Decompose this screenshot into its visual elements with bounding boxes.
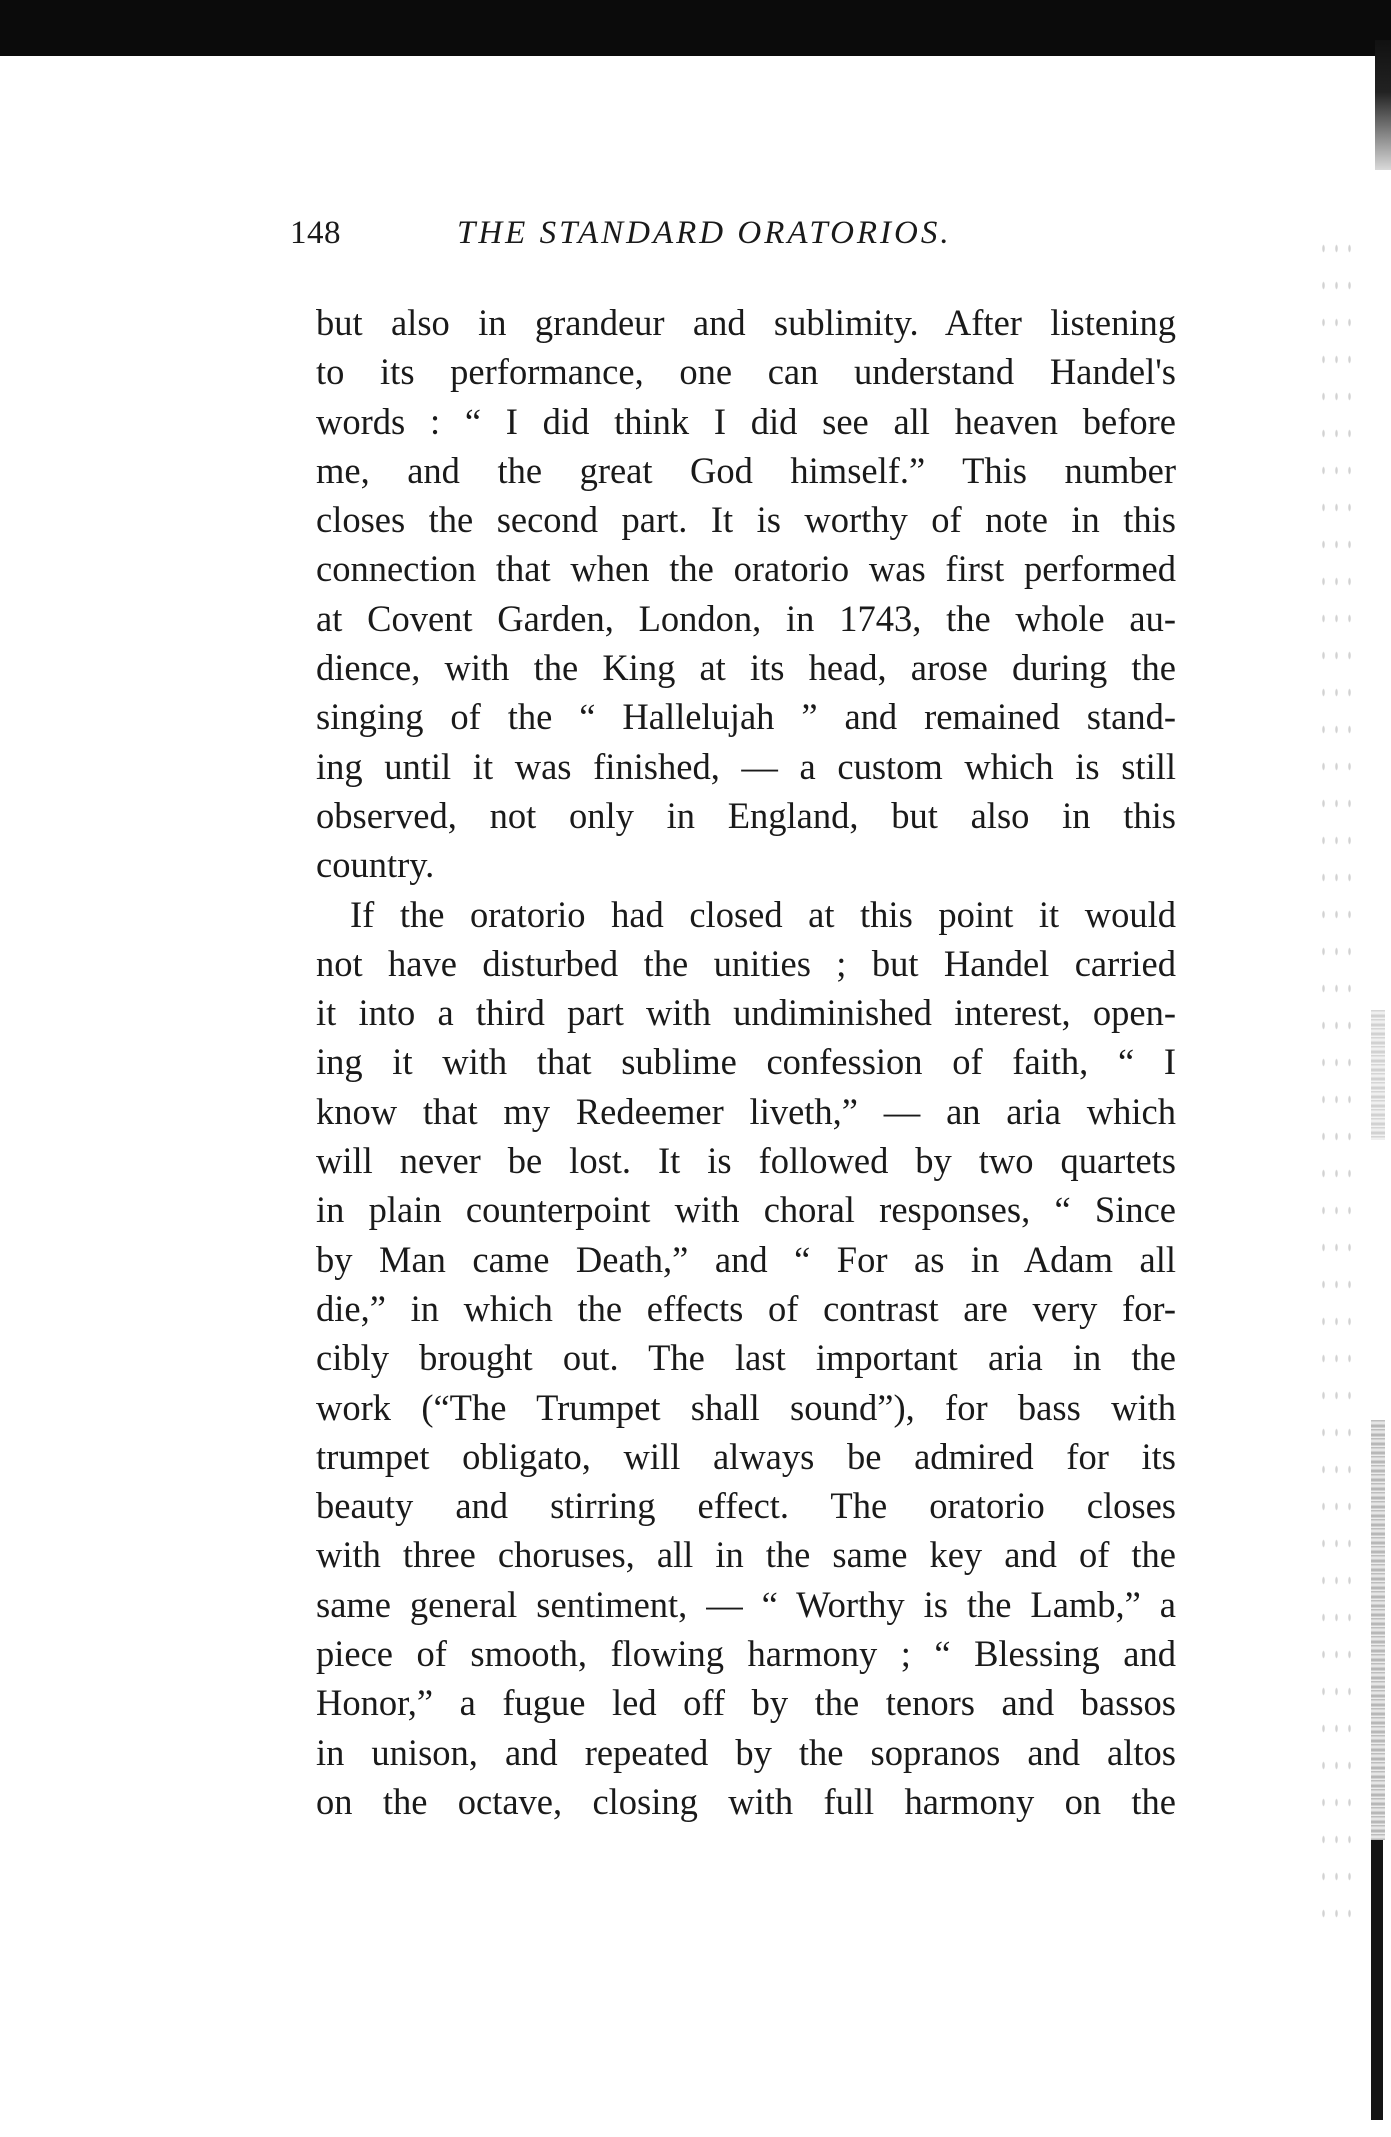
paragraph-end-line: country. [316, 844, 435, 886]
text-line: ing until it was finished, — a custom which is still [316, 745, 1176, 787]
text-line: piece of smooth, flowing harmony ; “ Blessing and [316, 1633, 1176, 1675]
text-line: know that my Redeemer liveth,” — an aria which [316, 1090, 1176, 1132]
running-head [290, 215, 1190, 265]
text-line: it into a third part with undiminished interest, open- [316, 992, 1176, 1034]
page-edge-shadow-lower [1371, 1420, 1385, 1840]
text-line: not have disturbed the unities ; but Handel carried [316, 942, 1176, 984]
text-line: at Covent Garden, London, in 1743, the whole au- [316, 597, 1176, 639]
page-edge-shadow-base [1371, 1840, 1383, 2120]
text-line: connection that when the oratorio was first performed [316, 548, 1176, 590]
text-line: to its performance, one can understand Handel's [316, 351, 1176, 393]
scan-top-border [0, 0, 1391, 56]
text-line: with three choruses, all in the same key and of the [316, 1534, 1176, 1576]
text-line: dience, with the King at its head, arose during the [316, 647, 1176, 689]
text-line: same general sentiment, — “ Worthy is the Lamb,” a [316, 1583, 1176, 1625]
text-line: by Man came Death,” and “ For as in Adam all [316, 1238, 1176, 1280]
text-line: singing of the “ Hallelujah ” and remained stand- [316, 696, 1176, 738]
text-line: in unison, and repeated by the sopranos and altos [316, 1731, 1176, 1773]
body-text [316, 298, 1176, 1826]
text-line: die,” in which the effects of contrast are very for- [316, 1287, 1176, 1329]
text-line: beauty and stirring effect. The oratorio closes [316, 1485, 1176, 1527]
scan-corner-shadow [1375, 40, 1391, 170]
text-line: will never be lost. It is followed by two quartets [316, 1140, 1176, 1182]
text-line: cibly brought out. The last important aria in the [316, 1337, 1176, 1379]
text-line: but also in grandeur and sublimity. After listening [316, 302, 1176, 343]
text-line: closes the second part. It is worthy of note in this [316, 499, 1176, 541]
page-number: 148 [290, 215, 341, 251]
running-title: THE STANDARD ORATORIOS. [457, 215, 952, 251]
scan-speckle-margin [1317, 230, 1357, 1930]
text-line: me, and the great God himself.” This number [316, 449, 1176, 491]
text-line: in plain counterpoint with choral responses, “ Since [316, 1189, 1176, 1231]
text-line: on the octave, closing with full harmony on the [316, 1780, 1176, 1822]
text-line: trumpet obligato, will always be admired for its [316, 1435, 1176, 1477]
text-line: observed, not only in England, but also in this [316, 794, 1176, 836]
text-line: work (“The Trumpet shall sound”), for bass with [316, 1386, 1176, 1428]
text-line: words : “ I did think I did see all heaven before [316, 400, 1176, 442]
paragraph-start-line: If the oratorio had closed at this point it would [350, 893, 1176, 935]
text-line: ing it with that sublime confession of faith, “ I [316, 1041, 1176, 1083]
text-line: Honor,” a fugue led off by the tenors and bassos [316, 1682, 1176, 1724]
page-edge-shadow-upper [1371, 1010, 1385, 1140]
